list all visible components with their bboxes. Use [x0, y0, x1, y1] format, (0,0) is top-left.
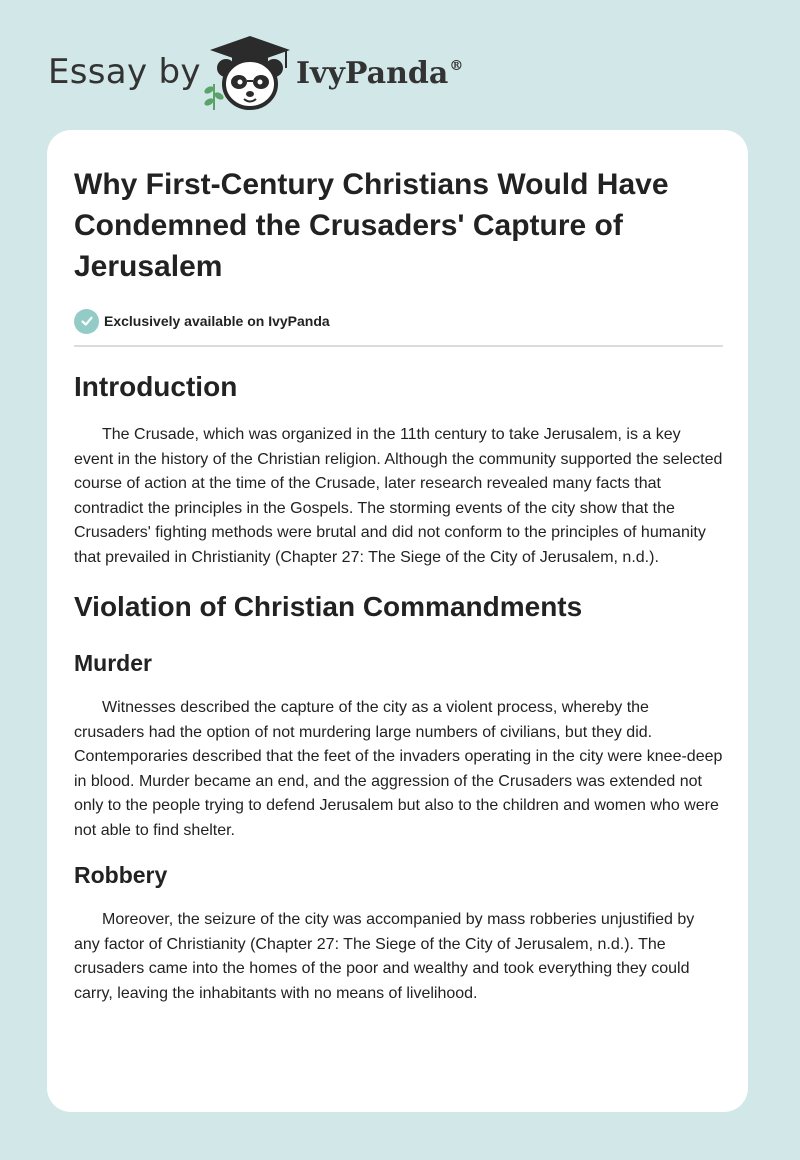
site-header	[48, 28, 748, 118]
section-heading-violation: Violation of Christian Commandments	[74, 591, 583, 622]
subsection-heading-robbery: Robbery	[74, 862, 168, 888]
essay-content	[74, 164, 723, 1006]
registered-mark: ®	[449, 58, 464, 74]
essay-by-label: Essay by	[48, 52, 201, 92]
essay-card	[47, 130, 748, 1112]
exclusive-badge	[74, 308, 723, 334]
section-heading-introduction: Introduction	[74, 371, 238, 402]
brand-text: IvyPanda	[296, 56, 449, 91]
paragraph-murder: Witnesses described the capture of the city as a violent process, whereby the crusaders had the option of not murdering large numbers of civilians, but they did. Contemporaries described that the feet of the invaders operating in the city were knee-deep in blood. Murder became an end, and the aggression of the Crusaders was extended not only to the people trying to defend Jerusalem but also to the children and women who were not able to find shelter.	[74, 699, 723, 839]
paragraph-introduction: The Crusade, which was organized in the 11th century to take Jerusalem, is a key event in the history of the Christian religion. Although the community supported the selected course of action at the time of the Crusade, later research revealed many facts that contradict the principles in the Gospels. The storming events of the city show that the Crusaders' fighting methods were brutal and did not conform to the principles of humanity that prevailed in Christianity (Chapter 27: The Siege of the City of Jerusalem, n.d.).	[74, 426, 723, 566]
ivypanda-logo[interactable]	[202, 32, 298, 114]
subsection-heading-murder: Murder	[74, 650, 152, 676]
check-icon	[74, 309, 99, 334]
divider	[74, 345, 723, 347]
leaf-icon	[203, 84, 225, 110]
exclusive-badge-text: Exclusively available on IvyPanda	[104, 313, 330, 329]
paragraph-robbery: Moreover, the seizure of the city was accompanied by mass robberies unjustified by any factor of Christianity (Chapter 27: The Siege of the City of Jerusalem, n.d.). The crusaders came into the homes of the poor and wealthy and took everything they could carry, leaving the inhabitants with no means of livelihood.	[74, 911, 695, 1002]
essay-title: Why First-Century Christians Would Have Condemned the Crusaders' Capture of Jerusalem	[74, 168, 669, 283]
brand-name[interactable]	[296, 56, 463, 91]
